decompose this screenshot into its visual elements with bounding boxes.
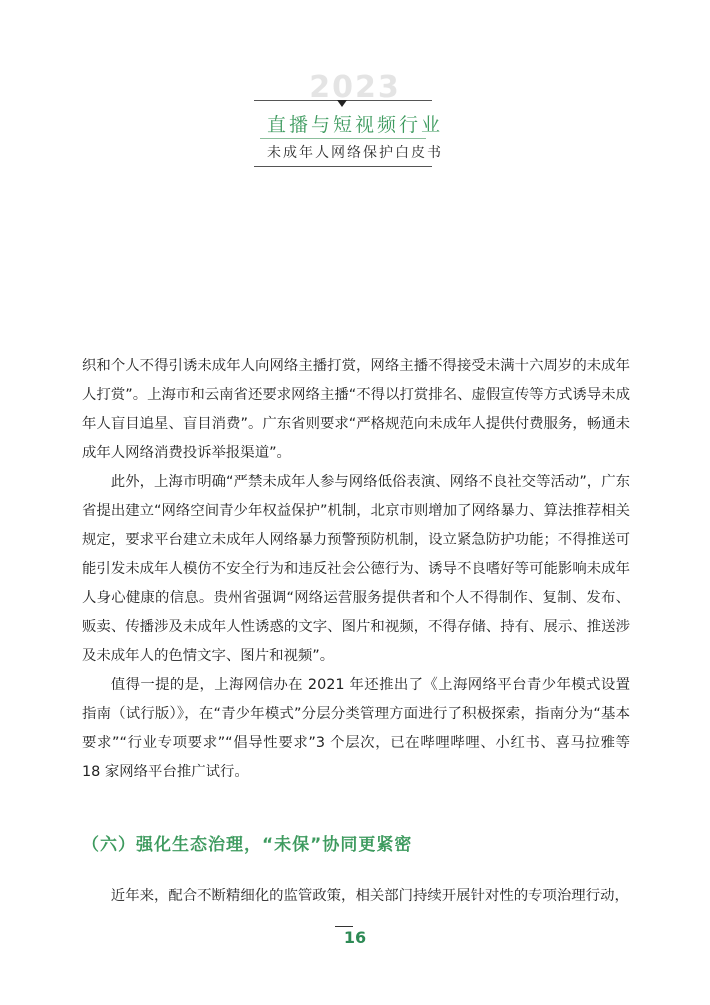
header-rule-bottom [254,166,432,167]
header-title: 直播与短视频行业 [266,114,443,136]
page-header [0,0,710,190]
page-number: 16 [343,928,367,947]
page-number-rule [335,926,353,927]
triangle-marker-icon [337,100,347,107]
paragraph-4: 近年来，配合不断精细化的监管政策，相关部门持续开展针对性的专项治理行动， [110,888,629,904]
header-rule-middle [260,138,426,139]
header-subtitle: 未成年人网络保护白皮书 [267,145,443,161]
paragraph-3: 值得一提的是，上海网信办在 2021 年还推出了《上海网络平台青少年模式设置指南（试行版）》，在“青少年模式”分层分类管理方面进行了积极探索，指南分为“基本要求”“行业专项要求”“倡导性要求”3 个层次，已在哔哩哔哩、小红书、喜马拉雅等 18 家网络平台推广试行。 [82,677,630,780]
section-heading: （六）强化生态治理，“未保”协同更紧密 [82,835,413,855]
header-year: 2023 [309,70,401,105]
paragraph-2: 此外，上海市明确“严禁未成年人参与网络低俗表演、网络不良社交等活动”，广东省提出建立“网络空间青少年权益保护”机制，北京市则增加了网络暴力、算法推荐相关规定，要求平台建立未成年人网络暴力预警预防机制，设立紧急防护功能；不得推送可能引发未成年人模仿不安全行为和违反社会公德行为、诱导不良嗜好等可能影响未成年人身心健康的信息。贵州省强调“网络运营服务提供者和个人不得制作、复制、发布、贩卖、传播涉及未成年人性诱惑的文字、图片和视频，不得存储、持有、展示、推送涉及未成年人的色情文字、图片和视频”。 [82,474,630,664]
body-text [82,352,630,787]
paragraph-1: 织和个人不得引诱未成年人向网络主播打赏，网络主播不得接受未满十六周岁的未成年人打赏”。上海市和云南省还要求网络主播“不得以打赏排名、虚假宣传等方式诱导未成年人盲目追星、盲目消费”。广东省则要求“严格规范向未成年人提供付费服务，畅通未成年人网络消费投诉举报渠道”。 [82,358,630,461]
